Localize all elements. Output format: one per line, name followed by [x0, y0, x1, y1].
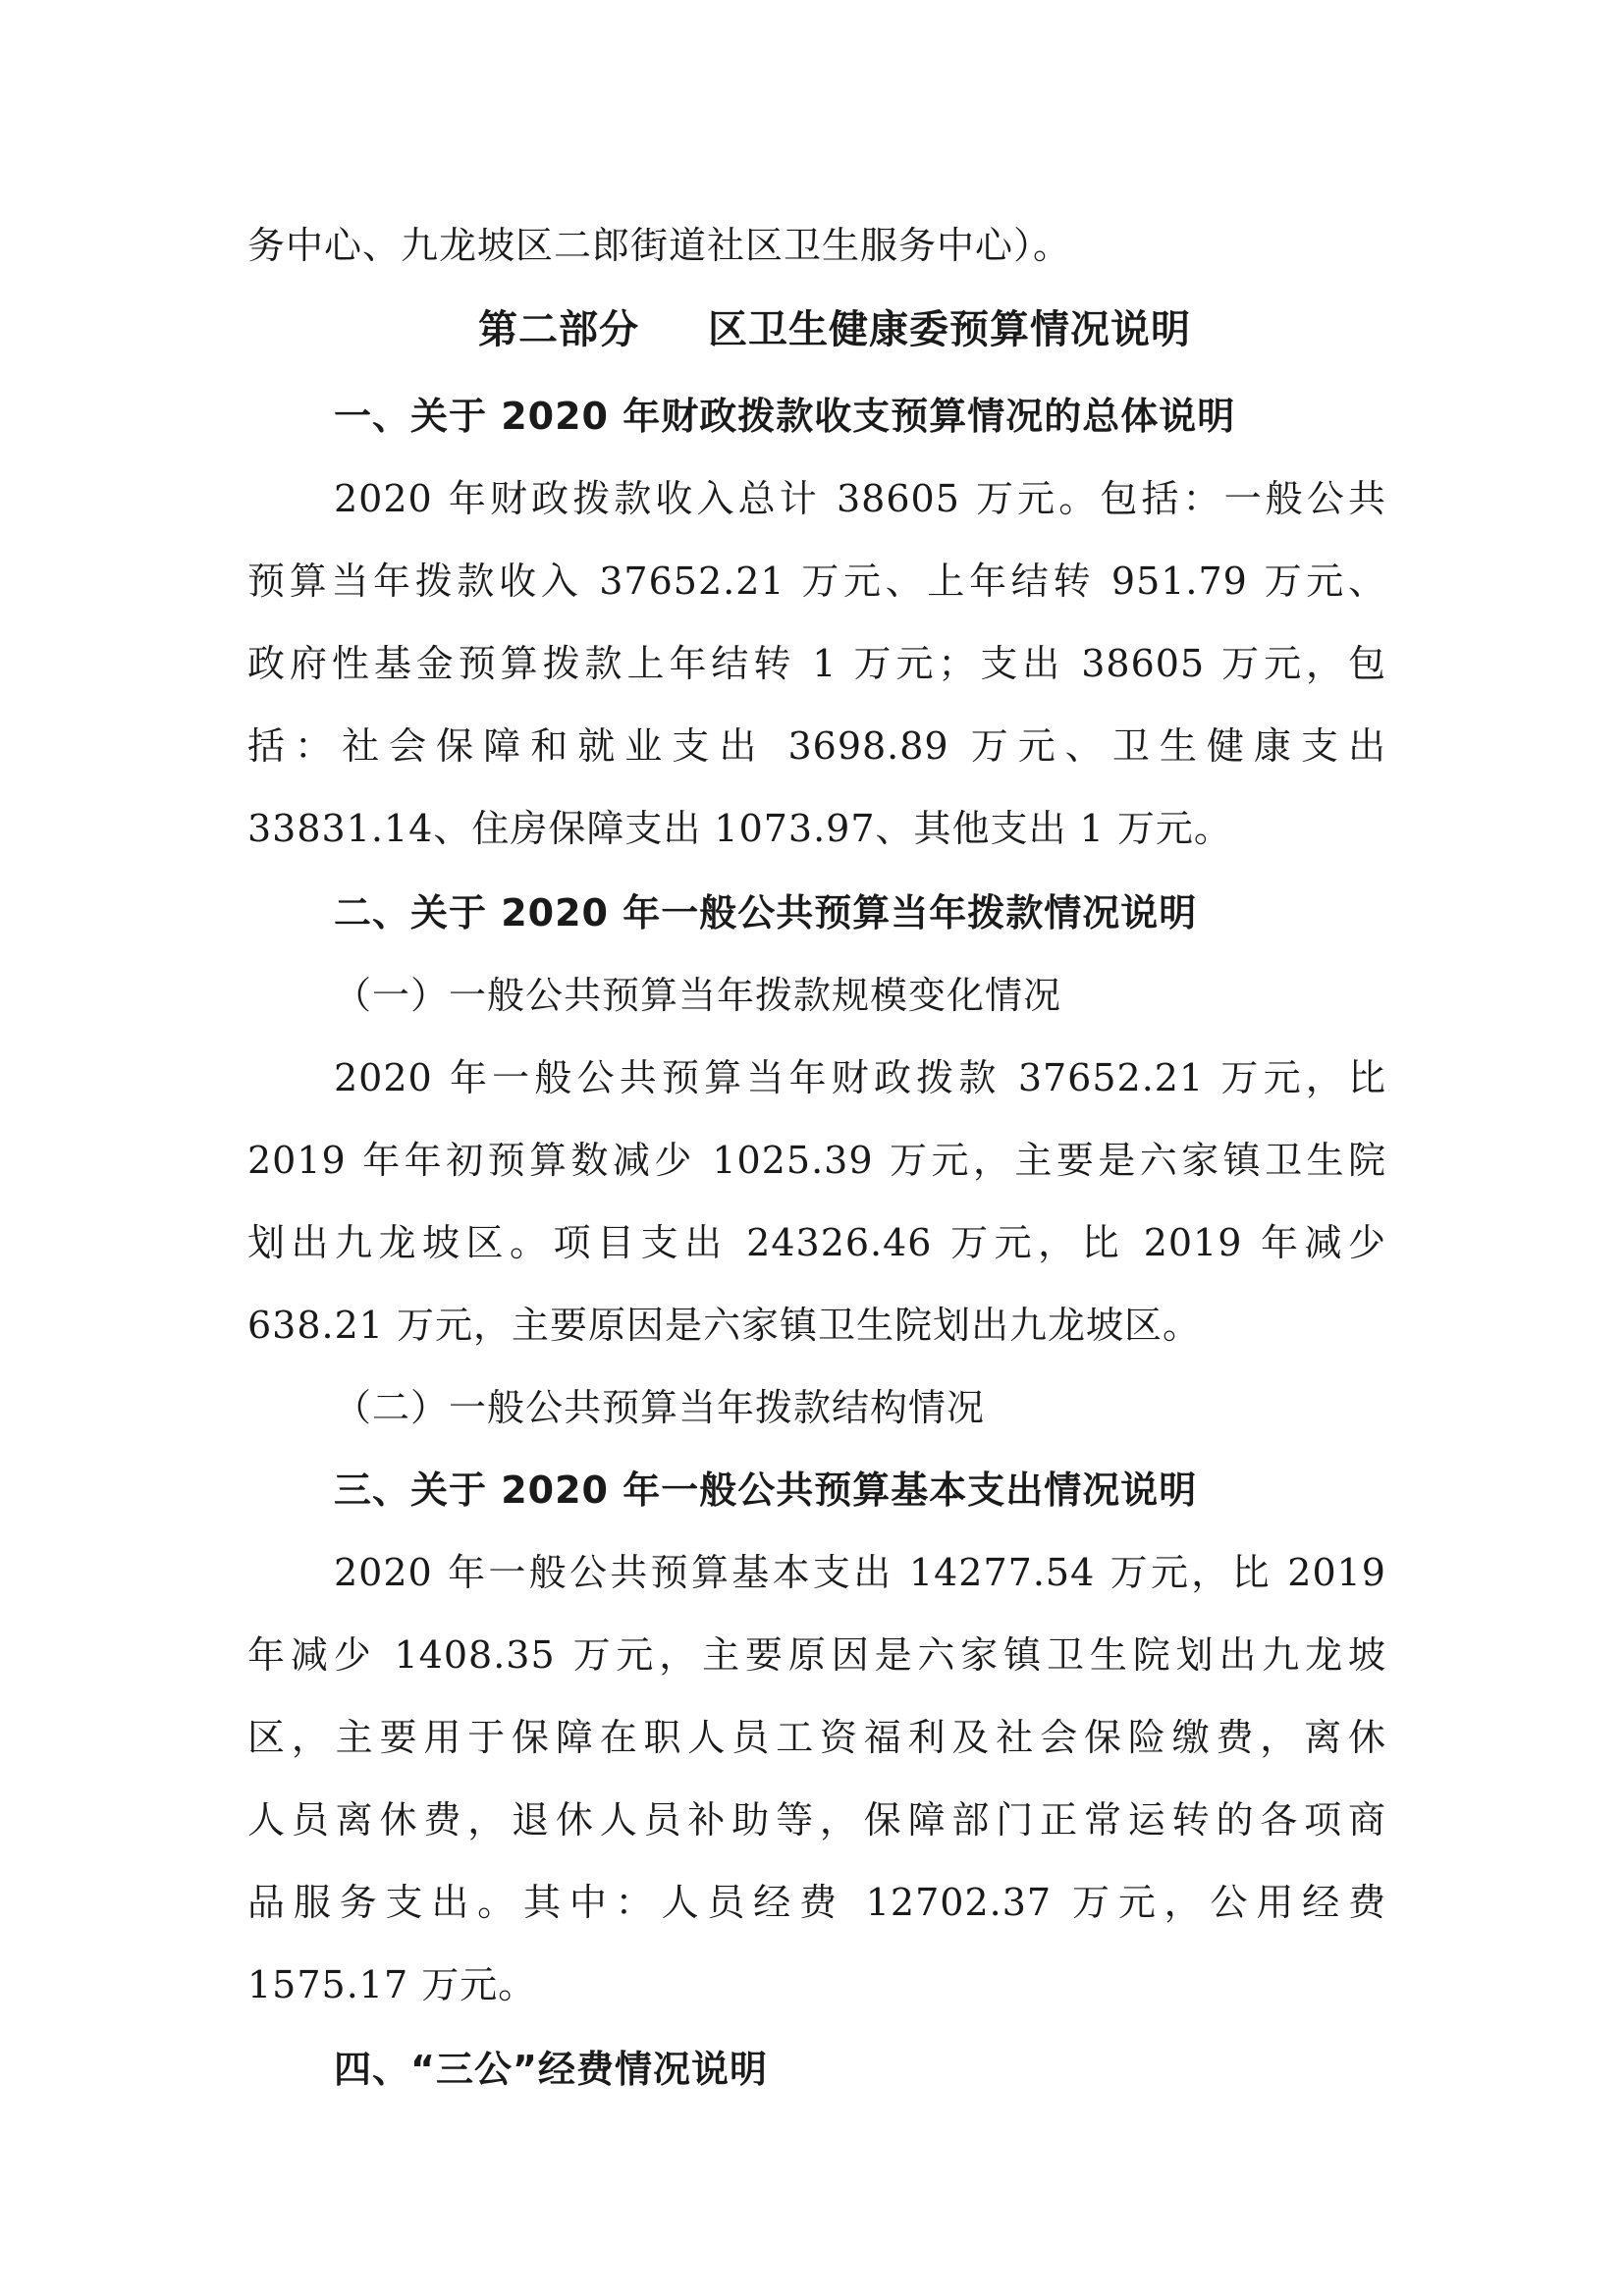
subsection-heading: （一）一般公共预算当年拨款规模变化情况 [334, 974, 1062, 1017]
paragraph-line: 2019 年年初预算数减少 1025.39 万元，主要是六家镇卫生院 [247, 1139, 1386, 1182]
paragraph-line: 年减少 1408.35 万元，主要原因是六家镇卫生院划出九龙坡 [247, 1633, 1386, 1677]
paragraph-line: 品服务支出。其中：人员经费 12702.37 万元，公用经费 [247, 1881, 1386, 1924]
subsection-heading: （二）一般公共预算当年拨款结构情况 [334, 1386, 986, 1429]
paragraph-line: 638.21 万元，主要原因是六家镇卫生院划出九龙坡区。 [247, 1304, 1202, 1347]
paragraph-line: 2020 年一般公共预算基本支出 14277.54 万元，比 2019 [334, 1551, 1386, 1594]
paragraph-line: 区，主要用于保障在职人员工资福利及社会保险缴费，离休 [247, 1716, 1386, 1759]
section-heading: 一、关于 2020 年财政拨款收支预算情况的总体说明 [334, 395, 1236, 438]
paragraph-line: 33831.14、住房保障支出 1073.97、其他支出 1 万元。 [247, 807, 1232, 850]
paragraph-line: 括：社会保障和就业支出 3698.89 万元、卫生健康支出 [247, 724, 1386, 768]
part-heading: 区卫生健康委预算情况说明 [708, 307, 1191, 352]
paragraph-line: 人员离休费，退休人员补助等，保障部门正常运转的各项商 [247, 1798, 1386, 1842]
paragraph-line: 政府性基金预算拨款上年结转 1 万元；支出 38605 万元，包 [247, 642, 1386, 685]
part-title [478, 306, 1191, 353]
part-label: 第二部分 [478, 307, 639, 352]
section-heading: 二、关于 2020 年一般公共预算当年拨款情况说明 [334, 891, 1198, 934]
paragraph-line: 2020 年一般公共预算当年财政拨款 37652.21 万元，比 [334, 1056, 1386, 1099]
paragraph-line: 2020 年财政拨款收入总计 38605 万元。包括：一般公共 [334, 477, 1386, 520]
section-heading: 三、关于 2020 年一般公共预算基本支出情况说明 [334, 1468, 1198, 1512]
paragraph-line: 务中心、九龙坡区二郎街道社区卫生服务中心）。 [247, 224, 1072, 267]
paragraph-line: 预算当年拨款收入 37652.21 万元、上年结转 951.79 万元、 [247, 560, 1386, 603]
paragraph-line: 划出九龙坡区。项目支出 24326.46 万元，比 2019 年减少 [247, 1221, 1386, 1264]
paragraph-line: 1575.17 万元。 [247, 1963, 537, 2006]
section-heading: 四、“三公”经费情况说明 [334, 2048, 768, 2091]
